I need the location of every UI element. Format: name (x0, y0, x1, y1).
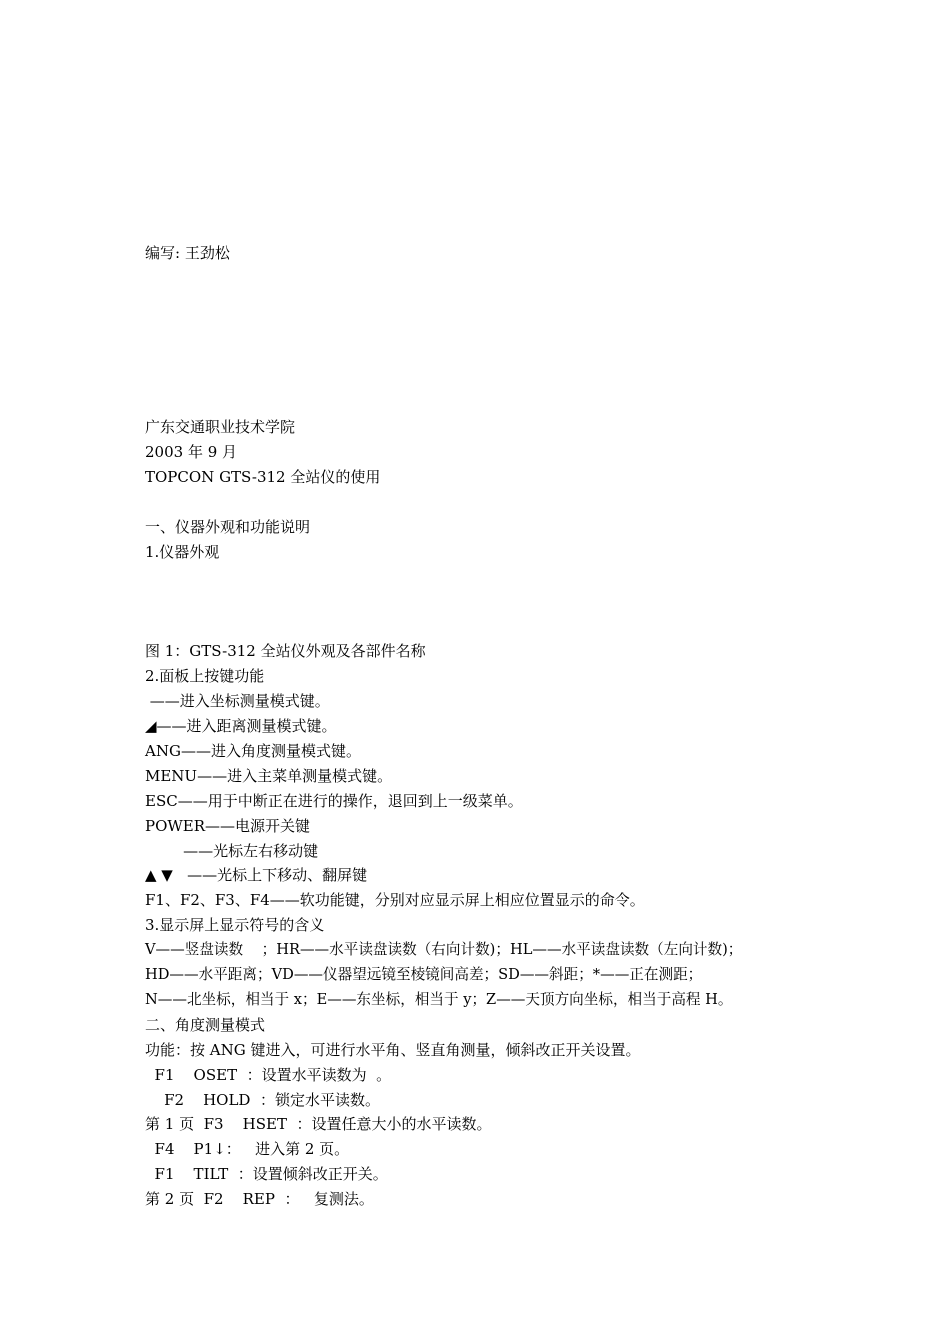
institution-line: 广东交通职业技术学院 (145, 418, 296, 436)
author-line: 编写: 王劲松 (145, 244, 230, 262)
angle-f2-hold-line: F2 HOLD ：锁定水平读数。 (145, 1091, 380, 1109)
key-power-line: POWER——电源开关键 (145, 817, 311, 835)
key-coordinate-line: ——进入坐标测量模式键。 (145, 692, 330, 710)
date-line: 2003 年 9 月 (145, 443, 238, 461)
angle-f1-tilt-line: F1 TILT ：设置倾斜改正开关。 (145, 1165, 388, 1183)
subsection-heading-appearance: 1.仪器外观 (145, 543, 220, 561)
subsection-heading-symbols: 3.显示屏上显示符号的含义 (145, 916, 325, 934)
symbols-line-2: HD——水平距离；VD——仪器望远镜至棱镜间高差；SD——斜距；*——正在测距； (145, 966, 703, 983)
key-menu-line: MENU——进入主菜单测量模式键。 (145, 767, 393, 785)
angle-page1-f3-hset-line: 第 1 页 F3 HSET ：设置任意大小的水平读数。 (145, 1115, 492, 1133)
angle-mode-function-line: 功能：按 ANG 键进入，可进行水平角、竖直角测量，倾斜改正开关设置。 (145, 1041, 641, 1059)
key-function-line: F1、F2、F3、F4——软功能键，分别对应显示屏上相应位置显示的命令。 (145, 891, 645, 909)
figure-caption: 图 1：GTS-312 全站仪外观及各部件名称 (145, 642, 426, 660)
angle-page2-f2-rep-line: 第 2 页 F2 REP ： 复测法。 (145, 1190, 374, 1208)
angle-f4-p1-line: F4 P1↓： 进入第 2 页。 (145, 1140, 350, 1158)
section-heading-2: 二、角度测量模式 (145, 1016, 266, 1034)
key-cursor-ud-line: ▲ ▼ ——光标上下移动、翻屏键 (145, 866, 368, 884)
key-cursor-lr-line: ——光标左右移动键 (145, 842, 319, 860)
document-title: TOPCON GTS-312 全站仪的使用 (145, 468, 381, 486)
symbols-line-3: N——北坐标，相当于 x；E——东坐标，相当于 y；Z——天顶方向坐标，相当于高程 H。 (145, 991, 733, 1008)
subsection-heading-keys: 2.面板上按键功能 (145, 667, 265, 685)
symbols-line-1: V——竖盘读数 ；HR——水平读盘读数（右向计数)；HL——水平读盘读数（左向计数)； (145, 941, 743, 958)
key-distance-line: ◢——进入距离测量模式键。 (145, 717, 337, 735)
key-ang-line: ANG——进入角度测量模式键。 (145, 742, 361, 760)
angle-f1-oset-line: F1 OSET ：设置水平读数为 。 (145, 1066, 392, 1084)
key-esc-line: ESC——用于中断正在进行的操作，退回到上一级菜单。 (145, 792, 523, 810)
section-heading-1: 一、仪器外观和功能说明 (145, 518, 311, 536)
